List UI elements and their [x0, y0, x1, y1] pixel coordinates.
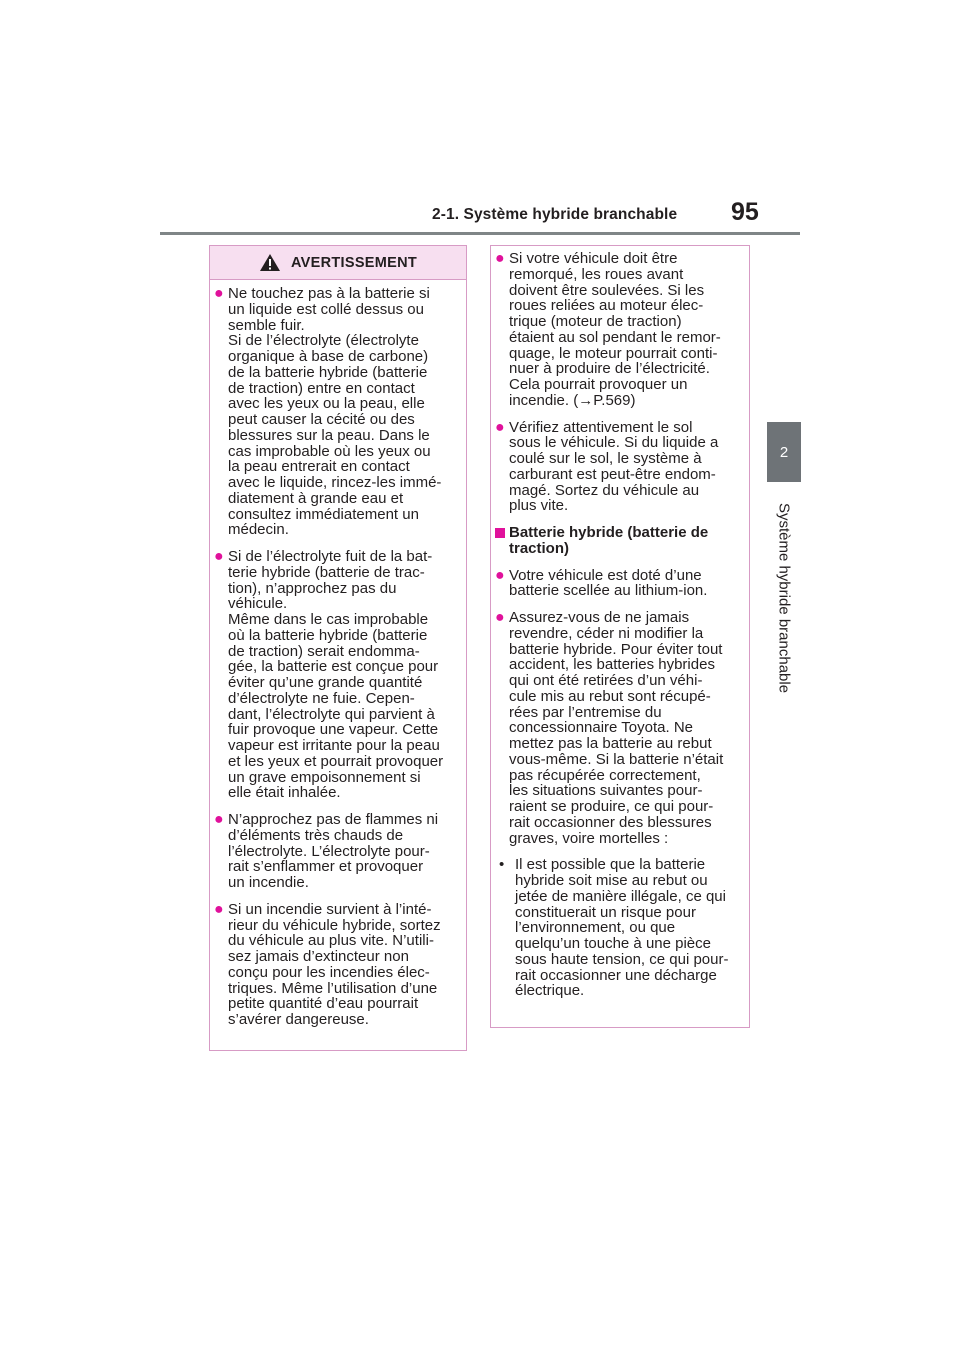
continued-warning-box [490, 245, 750, 1028]
warning-title: AVERTISSEMENT [290, 254, 418, 271]
warning-content [210, 280, 466, 1028]
warning-item-text: Si un incendie survient à l’inté- rieur du véhicule hybride, sortez du véhicule au plus vite. N’utili- sez jamais d’extincteur non conçu pour les incendies élec- triques. Même l’utilisation d’une petite quantité d’eau pourrait s’avérer dangereuse. [228, 900, 441, 1028]
square-bullet-icon [495, 525, 509, 557]
bullet-icon: ● [495, 418, 505, 436]
section-heading-text: Batterie hybride (batterie de traction) [509, 524, 709, 557]
continued-content [491, 246, 749, 999]
chapter-label: Système hybride branchable [775, 502, 793, 694]
warning-item-text: Ne touchez pas à la batterie si un liquide est collé dessus ou semble fuir. Si de l’électrolyte (électrolyte organique à base de carbone) de la batterie hybride (batterie de traction) entre en contact avec les yeux ou la peau, elle peut causer la cécité ou des blessures sur la peau. Dans le cas improbable où les yeux ou la peau entrerait en contact avec le liquide, rincez-les immé- diatement à grande eau et consultez immédiatement un médecin. [228, 285, 442, 539]
page-number: 95 [731, 198, 759, 226]
bullet-icon: ● [214, 548, 224, 565]
bullet-icon: ● [495, 609, 505, 626]
warning-item [214, 549, 458, 801]
warning-item [214, 812, 458, 891]
warning-item-text: Si votre véhicule doit être remorqué, les roues avant doivent être soulevées. Si les roues reliées au moteur élec- trique (moteur de traction) étaient au sol pendant le remor- quage, le moteur pourrait conti- nuer à produire de l’électricité. Cela pourrait provoquer un incendie. (→P.569) [509, 250, 721, 409]
warning-triangle-icon [259, 253, 281, 272]
warning-item [214, 902, 458, 1028]
bullet-icon: ● [214, 811, 224, 828]
warning-item-text: Votre véhicule est doté d’une batterie scellée au lithium-ion. [509, 566, 708, 600]
warning-item-text: N’approchez pas de flammes ni d’éléments très chauds de l’électrolyte. L’électrolyte pour- rait s’enflammer et provoquer un incendie. [228, 811, 439, 891]
chapter-tab[interactable] [767, 422, 801, 482]
sub-list-item [495, 857, 741, 999]
warning-item [214, 286, 458, 538]
warning-item-text: Assurez-vous de ne jamais revendre, céder ni modifier la batterie hybride. Pour éviter tout accident, les batteries hybrides qui ont été retirées d’un véhi- cule mis au rebut sont récupé- rées par l’entremise du concessionnaire Toyota. Ne mettez pas la batterie au rebut vous-même. Si la batterie n’était pas récupérée correctement, les situations suivantes pour- raient se produire, ce qui pour- rait occasionner des blessures graves, voire mortelles : [509, 609, 724, 847]
bullet-icon: ● [495, 566, 505, 584]
section-heading [495, 525, 741, 557]
warning-item-text: Vérifiez attentivement le sol sous le véhicule. Si du liquide a coulé sur le sol, le système à carburant est peut-être endom- magé. Sortez du véhicule au plus vite. [509, 418, 719, 515]
sub-list-item-text: Il est possible que la batterie hybride soit mise au rebut ou jetée de manière illégale, ce qui constituerait un risque pour l’environnement, ou que quelqu’un touche à une pièce sous haute tension, ce qui pour- rait occasionner une décharge électrique. [515, 856, 729, 1000]
warning-item [495, 420, 741, 515]
warning-item-text: Si de l’électrolyte fuit de la bat- terie hybride (batterie de trac- tion), n’approchez pas du véhicule. Même dans le cas improbable où la batterie hybride (batterie de traction) serait endomma- gée, la batterie est conçue pour éviter qu’une grande quantité d’électrolyte ne fuie. Cepen- dant, l’électrolyte qui parvient à fuir provoque une vapeur. Cette vapeur est irritante pour la peau et les yeux et pourrait provoquer un grave empoisonnement si elle était inhalée. [228, 548, 444, 802]
chapter-number: 2 [779, 443, 789, 461]
warning-item [495, 568, 741, 600]
header-divider [160, 232, 800, 235]
bullet-icon: ● [495, 250, 505, 267]
dot-bullet: • [499, 856, 505, 874]
warning-box [209, 245, 467, 1051]
section-title: 2-1. Système hybride branchable [432, 206, 678, 223]
bullet-icon: ● [214, 900, 224, 918]
bullet-icon: ● [214, 285, 224, 302]
warning-header [210, 246, 466, 280]
warning-item [495, 251, 741, 409]
warning-item [495, 610, 741, 846]
